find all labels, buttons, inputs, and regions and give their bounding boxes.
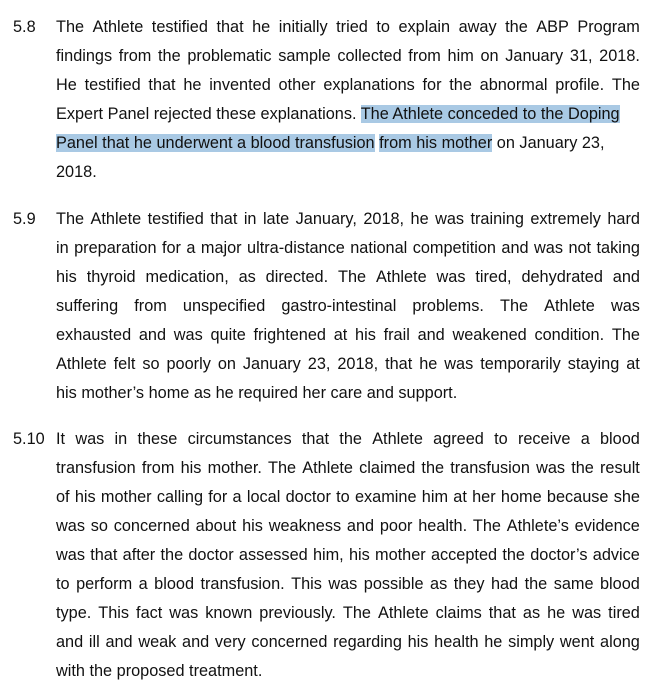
word: examine (354, 488, 417, 506)
word: tired, (475, 268, 512, 286)
text-line (56, 483, 640, 512)
word: was (436, 268, 466, 286)
text-line: with the proposed treatment. (56, 662, 263, 680)
word: major (200, 239, 242, 257)
word: poorly (166, 355, 211, 373)
word: at (453, 488, 467, 506)
text-line (56, 350, 640, 379)
word: transfusion (450, 459, 530, 477)
word: a (138, 575, 148, 593)
word: the (158, 47, 181, 65)
word: along (600, 633, 640, 651)
word: blood (599, 575, 640, 593)
word: after (122, 546, 156, 564)
word: exhausted (56, 326, 132, 344)
word: evidence (574, 517, 640, 535)
word: unspecified (182, 297, 266, 315)
word: so (142, 355, 160, 373)
word: staying (567, 355, 620, 373)
word: and (56, 633, 84, 651)
highlighted-text[interactable]: from his mother (379, 134, 493, 152)
word: he (410, 210, 429, 228)
word: poor (379, 517, 413, 535)
word: The (56, 210, 85, 228)
word: January (242, 355, 301, 373)
word: 2018, (363, 210, 405, 228)
highlighted-text[interactable]: The Athlete conceded to the Doping (360, 105, 620, 123)
text-line (56, 263, 640, 292)
word: on (217, 355, 236, 373)
word: extremely (530, 210, 601, 228)
word: concerned (251, 633, 328, 651)
word: training (470, 210, 524, 228)
word: was (75, 430, 105, 448)
word: Athlete (372, 430, 423, 448)
word: blood (600, 430, 640, 448)
word: he (547, 604, 566, 622)
word: a (186, 239, 196, 257)
word: and (182, 633, 210, 651)
word: that (210, 210, 238, 228)
word: taking (596, 239, 640, 257)
word: his (355, 326, 376, 344)
word: was (56, 517, 85, 535)
word: so (90, 517, 108, 535)
word: for (208, 488, 228, 506)
word: not (568, 239, 592, 257)
word: him (421, 488, 449, 506)
word: she (613, 488, 640, 506)
word: these (137, 430, 178, 448)
word: hard (607, 210, 640, 228)
text-line (56, 292, 640, 321)
word: calling (156, 488, 204, 506)
text-line (56, 570, 640, 599)
word: temporarily (480, 355, 561, 373)
word: doctor (188, 546, 234, 564)
word: problematic (187, 47, 272, 65)
word: in (243, 210, 257, 228)
word: tried (336, 18, 368, 36)
word: same (553, 575, 594, 593)
word: invented (209, 76, 271, 94)
word: abnormal (479, 76, 548, 94)
word: him (447, 47, 474, 65)
word: the (449, 76, 472, 94)
word: and (417, 326, 445, 344)
word: This (291, 575, 322, 593)
word: frail (383, 326, 410, 344)
word: competition (412, 239, 496, 257)
word: at (626, 355, 640, 373)
text-line (56, 13, 640, 42)
word: testified (151, 18, 208, 36)
word: ill (88, 633, 100, 651)
text-line (56, 205, 640, 234)
word: agreed (433, 430, 484, 448)
word: accepted (430, 546, 498, 564)
word: Athlete (56, 355, 107, 373)
word: of (56, 488, 70, 506)
word: late (262, 210, 290, 228)
text-line: his mother’s home as he required her care and support. (56, 384, 458, 402)
word: The (56, 18, 85, 36)
paragraph-number: 5.8 (13, 18, 36, 36)
word: was (536, 459, 566, 477)
word: was (169, 604, 199, 622)
word: claimed (359, 459, 416, 477)
word: he (252, 18, 271, 36)
word: he (484, 633, 503, 651)
word: collected (337, 47, 402, 65)
word: medication, (145, 268, 229, 286)
word: frightened (253, 326, 326, 344)
word: 2018. (599, 47, 640, 65)
word: away (458, 18, 497, 36)
text-line (56, 100, 640, 129)
word: his (74, 488, 96, 506)
word: mother (100, 488, 152, 506)
word: testified (84, 76, 141, 94)
word: advice (592, 546, 640, 564)
word: the (421, 459, 445, 477)
word: doctor (285, 488, 331, 506)
word: that (90, 546, 118, 564)
word: at (333, 326, 348, 344)
word: weakened (452, 326, 527, 344)
word: the (339, 430, 362, 448)
word: and (346, 517, 375, 535)
word: was (610, 297, 640, 315)
word: him, (312, 546, 344, 564)
word: January (505, 47, 564, 65)
word: the (571, 459, 594, 477)
word: they (453, 575, 485, 593)
word: to (376, 18, 390, 36)
word: to (494, 430, 508, 448)
text-line (56, 425, 640, 454)
word: testified (147, 210, 204, 228)
word: concerned (113, 517, 190, 535)
word: for (161, 239, 181, 257)
word: Athlete (544, 297, 595, 315)
word: 2018, (337, 355, 379, 373)
word: health. (418, 517, 468, 535)
word: went (559, 633, 595, 651)
word: his (56, 268, 77, 286)
word: regarding (333, 633, 402, 651)
text-line (56, 454, 640, 483)
word: fact (136, 604, 163, 622)
word: Program (577, 18, 640, 36)
word: as (522, 604, 541, 622)
word: that (385, 355, 413, 373)
word: gastro-intestinal (281, 297, 397, 315)
text-line (56, 234, 640, 263)
word: known (205, 604, 253, 622)
word: that (148, 76, 176, 94)
word: because (546, 488, 609, 506)
word: Athlete (377, 604, 429, 622)
paragraph-number: 5.9 (13, 210, 36, 228)
word: was (572, 604, 602, 622)
text-line (56, 42, 640, 71)
word: The (472, 517, 501, 535)
word: Athlete (92, 18, 144, 36)
text-line (56, 541, 640, 570)
word: his (242, 517, 263, 535)
word: as (238, 268, 256, 286)
word: The (342, 604, 371, 622)
word: weak (138, 633, 177, 651)
word: simply (508, 633, 555, 651)
word: dehydrated (521, 268, 603, 286)
word: January, (295, 210, 357, 228)
word: from (408, 47, 441, 65)
word: in (56, 239, 69, 257)
text-segment: Expert Panel rejected these explanations. (56, 105, 361, 123)
word: sample (278, 47, 331, 65)
word: home (500, 488, 542, 506)
word: his (407, 633, 429, 651)
word: result (600, 459, 640, 477)
word: 31, (569, 47, 593, 65)
word: mother. (207, 459, 262, 477)
word: her (472, 488, 496, 506)
word: Athlete (375, 268, 427, 286)
word: national (350, 239, 408, 257)
word: the (502, 546, 525, 564)
word: other (278, 76, 316, 94)
word: quite (210, 326, 246, 344)
word: The (338, 268, 367, 286)
word: the (524, 575, 548, 593)
word: The (268, 459, 297, 477)
text-segment: on January 23, (492, 134, 605, 152)
word: Athlete (90, 210, 142, 228)
text-line (56, 71, 640, 100)
paragraph-number: 5.10 (13, 430, 45, 448)
word: to (56, 575, 70, 593)
word: for (422, 76, 442, 94)
word: was (435, 210, 465, 228)
word: condition. (534, 326, 605, 344)
word: was (444, 355, 474, 373)
word: as (430, 575, 448, 593)
word: He (56, 76, 77, 94)
word: and (612, 268, 640, 286)
word: felt (113, 355, 136, 373)
word: This (98, 604, 130, 622)
word: The (611, 326, 640, 344)
word: mother (375, 546, 426, 564)
word: tired (608, 604, 640, 622)
word: to (336, 488, 350, 506)
word: The (500, 297, 529, 315)
word: his (348, 546, 370, 564)
word: from (134, 297, 167, 315)
word: that (301, 430, 330, 448)
word: was (56, 546, 85, 564)
word: and (138, 326, 167, 344)
word: was (328, 575, 358, 593)
word: doctor’s (530, 546, 588, 564)
word: his (180, 459, 202, 477)
word: circumstances (187, 430, 292, 448)
text-line (56, 321, 640, 350)
word: very (214, 633, 246, 651)
text-line (56, 129, 640, 158)
word: blood (154, 575, 195, 593)
text-line (56, 628, 640, 657)
word: the (505, 18, 528, 36)
word: directed. (265, 268, 329, 286)
word: that (488, 604, 516, 622)
word: was (173, 326, 203, 344)
word: health (434, 633, 479, 651)
word: type. (56, 604, 92, 622)
text-line: 2018. (56, 163, 97, 181)
word: that (216, 18, 244, 36)
word: on (480, 47, 499, 65)
word: preparation (74, 239, 157, 257)
word: suffering (56, 297, 119, 315)
word: a (232, 488, 242, 506)
word: perform (76, 575, 133, 593)
word: claims (435, 604, 482, 622)
highlighted-text[interactable]: Panel that he underwent a blood transfusion (56, 134, 375, 152)
word: possible (363, 575, 424, 593)
word: and (501, 239, 529, 257)
word: problems. (412, 297, 484, 315)
word: assessed (238, 546, 308, 564)
word: transfusion (56, 459, 136, 477)
word: he (183, 76, 202, 94)
word: was (534, 239, 563, 257)
text-line (56, 599, 640, 628)
word: Athlete (302, 459, 353, 477)
word: had (490, 575, 519, 593)
word: from (141, 459, 175, 477)
word: ABP (536, 18, 569, 36)
word: weakness (268, 517, 342, 535)
word: receive (517, 430, 571, 448)
word: from (118, 47, 152, 65)
word: and (105, 633, 133, 651)
word: explain (398, 18, 451, 36)
text-line (56, 512, 640, 541)
word: explanations (323, 76, 415, 94)
word: 23, (307, 355, 331, 373)
word: he (419, 355, 438, 373)
word: previously. (259, 604, 336, 622)
word: transfusion. (200, 575, 285, 593)
word: profile. (555, 76, 605, 94)
word: ultra-distance (247, 239, 345, 257)
word: Athlete’s (506, 517, 569, 535)
word: It (56, 430, 66, 448)
word: a (580, 430, 590, 448)
word: thyroid (86, 268, 136, 286)
word: local (246, 488, 281, 506)
word: findings (56, 47, 113, 65)
word: in (114, 430, 128, 448)
word: initially (278, 18, 328, 36)
word: The (611, 76, 640, 94)
word: the (160, 546, 184, 564)
word: about (195, 517, 237, 535)
